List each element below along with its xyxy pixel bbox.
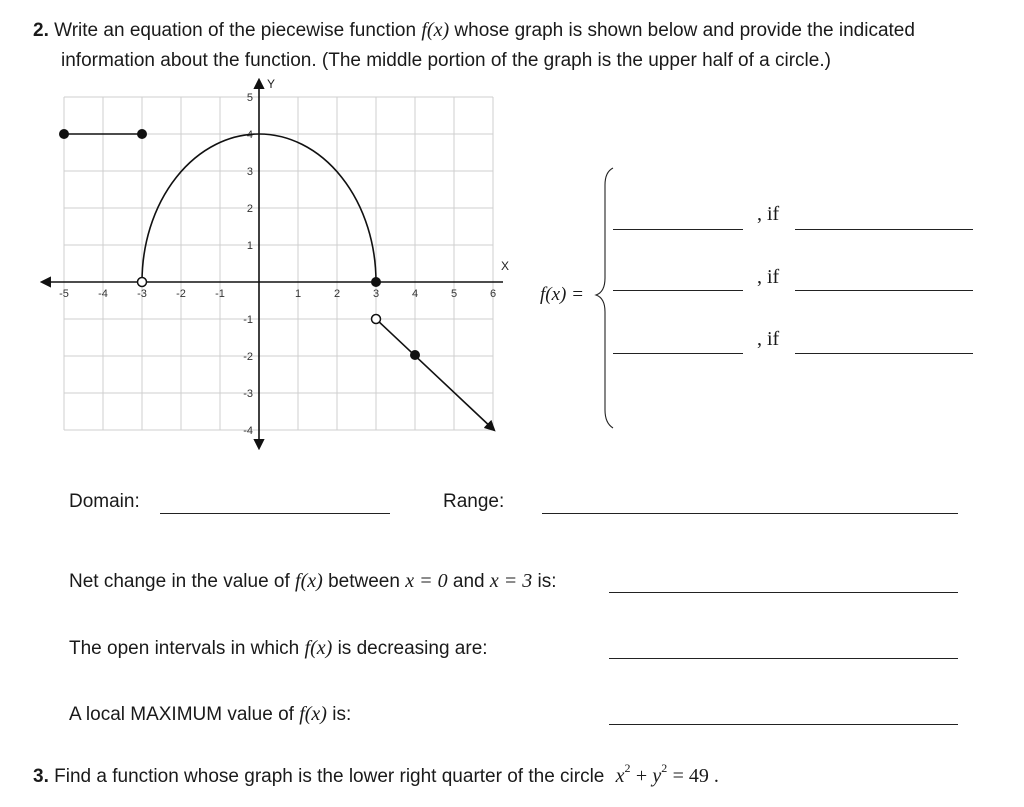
open-point xyxy=(138,278,147,287)
net-change-question xyxy=(69,570,557,593)
problem3-text: Find a function whose graph is the lower right quarter of the circle xyxy=(54,766,605,787)
x-axis-label: X xyxy=(501,259,510,273)
piece3-if: , if xyxy=(757,328,780,350)
x-tick-label: -1 xyxy=(215,288,225,300)
local-max-question xyxy=(69,703,351,726)
y-tick-label: 5 xyxy=(246,92,253,104)
problem2-number: 2. xyxy=(33,20,49,41)
net-change-and: and xyxy=(452,571,485,592)
piece3-condition-blank[interactable] xyxy=(795,353,973,354)
piece2-if: , if xyxy=(757,266,780,288)
decreasing-text-b: is decreasing are: xyxy=(337,638,488,659)
problem2-fx: f(x) xyxy=(421,19,450,41)
descending-line xyxy=(376,319,494,430)
x-tick-label: 5 xyxy=(450,288,458,300)
local-max-text-b: is: xyxy=(332,704,352,725)
eq-rhs: = 49 . xyxy=(672,765,719,787)
x-tick-label: 2 xyxy=(333,288,341,300)
fx-label-text: f(x) = xyxy=(540,284,584,305)
domain-label: Domain: xyxy=(69,491,140,512)
y-tick-label: -3 xyxy=(243,388,253,400)
piece1-condition-blank[interactable] xyxy=(795,229,973,230)
grid xyxy=(64,97,493,430)
decreasing-text-a: The open intervals in which xyxy=(69,638,300,659)
closed-point xyxy=(371,277,381,287)
y-tick-label: 4 xyxy=(246,129,253,141)
local-max-text-a: A local MAXIMUM value of xyxy=(69,704,294,725)
x-tick-label: 6 xyxy=(489,288,497,300)
y-tick-label: 1 xyxy=(246,240,253,252)
closed-point xyxy=(59,129,69,139)
problem2-text-a: Write an equation of the piecewise function xyxy=(54,20,417,41)
y-tick-label: -4 xyxy=(243,425,253,437)
eq-plus: + xyxy=(635,765,648,787)
decreasing-blank[interactable] xyxy=(609,658,958,659)
y-tick-label: 2 xyxy=(246,203,253,215)
net-change-blank[interactable] xyxy=(609,592,958,593)
eq-y: y xyxy=(652,765,662,787)
range-blank[interactable] xyxy=(542,513,958,514)
piece1-expression-blank[interactable] xyxy=(613,229,743,230)
net-change-fx: f(x) xyxy=(295,570,323,592)
y-tick-label: -2 xyxy=(243,351,253,363)
y-axis-label: Y xyxy=(267,77,276,91)
x-tick-label: -2 xyxy=(176,288,186,300)
x-tick-label: 4 xyxy=(411,288,419,300)
open-point xyxy=(372,315,381,324)
net-change-text-b: between xyxy=(328,571,400,592)
problem2-line2: information about the function. (The middle portion of the graph is the upper half of a circle.) xyxy=(61,50,831,71)
range-label: Range: xyxy=(443,491,505,512)
y-tick-label: 3 xyxy=(246,166,253,178)
decreasing-fx: f(x) xyxy=(304,637,333,659)
eq-y-exponent: 2 xyxy=(661,761,668,775)
closed-point xyxy=(410,350,420,360)
piece1-if: , if xyxy=(757,203,780,225)
tick-labels xyxy=(59,92,496,437)
net-change-text-a: Net change in the value of xyxy=(69,571,290,592)
fx-label xyxy=(540,284,584,306)
y-tick-label: -1 xyxy=(243,314,253,326)
piece2-expression-blank[interactable] xyxy=(613,290,743,291)
eq-x-exponent: 2 xyxy=(624,761,631,775)
decreasing-question xyxy=(69,637,488,660)
piece2-condition-blank[interactable] xyxy=(795,290,973,291)
x-tick-label: 3 xyxy=(372,288,380,300)
net-change-x0: x = 0 xyxy=(405,570,448,592)
domain-blank[interactable] xyxy=(160,513,390,514)
problem3-line xyxy=(33,761,719,788)
piecewise-brace xyxy=(596,168,613,428)
x-tick-label: -5 xyxy=(59,288,69,300)
local-max-fx: f(x) xyxy=(299,703,327,725)
net-change-text-c: is: xyxy=(537,571,557,592)
x-tick-label: -3 xyxy=(137,288,147,300)
problem2-text-b: whose graph is shown below and provide the indicated xyxy=(454,20,915,41)
piece3-expression-blank[interactable] xyxy=(613,353,743,354)
closed-point xyxy=(137,129,147,139)
local-max-blank[interactable] xyxy=(609,724,958,725)
problem3-number: 3. xyxy=(33,766,49,787)
net-change-x3: x = 3 xyxy=(489,570,533,592)
eq-x: x xyxy=(615,765,625,787)
x-tick-label: -4 xyxy=(98,288,108,300)
x-tick-label: 1 xyxy=(294,288,302,300)
